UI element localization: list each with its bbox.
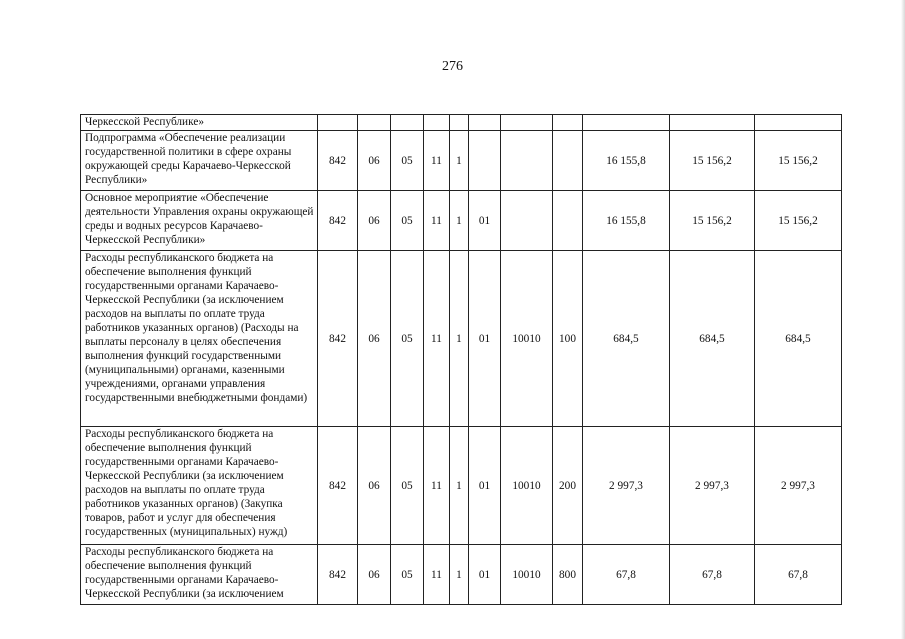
row-name-cell: Расходы республиканского бюджета на обеспечение выполнения функций государственными органами Карачаево-Черкесской Республики (за исключением расходов на выплаты по оплате труда работников указанных органов) (Закупка товаров, работ и услуг для обеспечения государственных (муниципальных) нужд) xyxy=(81,427,318,545)
row-value-cell: 67,8 xyxy=(755,545,842,605)
row-value-cell: 1 xyxy=(450,545,469,605)
row-value-cell: 1 xyxy=(450,131,469,191)
row-value-cell: 2 997,3 xyxy=(670,427,755,545)
row-value-cell: 67,8 xyxy=(670,545,755,605)
row-value-cell: 15 156,2 xyxy=(755,131,842,191)
page-number: 276 xyxy=(442,59,463,74)
row-value-cell: 2 997,3 xyxy=(755,427,842,545)
row-value-cell: 11 xyxy=(424,427,450,545)
row-value-cell: 06 xyxy=(358,427,391,545)
budget-table xyxy=(80,114,842,605)
row-value-cell xyxy=(358,115,391,131)
row-value-cell: 01 xyxy=(469,251,501,427)
page-edge-shadow xyxy=(901,0,905,639)
row-value-cell xyxy=(501,191,553,251)
row-value-cell: 67,8 xyxy=(583,545,670,605)
row-value-cell: 842 xyxy=(318,131,358,191)
table-row xyxy=(81,427,842,545)
row-value-cell: 1 xyxy=(450,251,469,427)
row-value-cell: 05 xyxy=(391,427,424,545)
table-row xyxy=(81,251,842,427)
row-value-cell: 05 xyxy=(391,131,424,191)
row-value-cell: 06 xyxy=(358,191,391,251)
row-value-cell xyxy=(501,115,553,131)
row-value-cell: 16 155,8 xyxy=(583,191,670,251)
row-value-cell: 842 xyxy=(318,545,358,605)
row-value-cell: 15 156,2 xyxy=(670,191,755,251)
row-value-cell: 06 xyxy=(358,251,391,427)
row-value-cell: 05 xyxy=(391,191,424,251)
table-row xyxy=(81,131,842,191)
row-name-cell: Основное мероприятие «Обеспечение деятельности Управления охраны окружающей среды и водных ресурсов Карачаево-Черкесской Республики» xyxy=(81,191,318,251)
row-value-cell: 11 xyxy=(424,251,450,427)
row-value-cell: 05 xyxy=(391,545,424,605)
row-value-cell xyxy=(553,115,583,131)
row-value-cell xyxy=(670,115,755,131)
row-value-cell xyxy=(583,115,670,131)
row-value-cell xyxy=(424,115,450,131)
row-value-cell xyxy=(391,115,424,131)
row-value-cell xyxy=(318,115,358,131)
row-value-cell: 200 xyxy=(553,427,583,545)
row-value-cell: 10010 xyxy=(501,545,553,605)
row-value-cell: 1 xyxy=(450,427,469,545)
row-value-cell: 842 xyxy=(318,191,358,251)
table-row xyxy=(81,115,842,131)
row-value-cell: 100 xyxy=(553,251,583,427)
row-value-cell xyxy=(469,115,501,131)
row-value-cell: 01 xyxy=(469,427,501,545)
row-value-cell xyxy=(450,115,469,131)
row-value-cell: 684,5 xyxy=(755,251,842,427)
row-value-cell: 10010 xyxy=(501,427,553,545)
row-value-cell: 800 xyxy=(553,545,583,605)
row-value-cell: 684,5 xyxy=(583,251,670,427)
row-value-cell: 06 xyxy=(358,131,391,191)
row-value-cell: 06 xyxy=(358,545,391,605)
row-value-cell xyxy=(553,191,583,251)
row-value-cell: 01 xyxy=(469,191,501,251)
row-value-cell: 11 xyxy=(424,191,450,251)
row-value-cell xyxy=(501,131,553,191)
row-value-cell: 10010 xyxy=(501,251,553,427)
row-value-cell: 684,5 xyxy=(670,251,755,427)
table-row xyxy=(81,545,842,605)
row-value-cell xyxy=(553,131,583,191)
row-name-cell: Расходы республиканского бюджета на обеспечение выполнения функций государственными органами Карачаево-Черкесской Республики (за исключением расходов на выплаты по оплате труда работников указанных органов) (Расходы на выплаты персоналу в целях обеспечения выполнения функций государственными (муниципальными) органами, казенными учреждениями, органами управления государственными внебюджетными фондами) xyxy=(81,251,318,427)
row-value-cell: 11 xyxy=(424,545,450,605)
row-name-cell: Черкесской Республике» xyxy=(81,115,318,131)
row-value-cell: 1 xyxy=(450,191,469,251)
row-value-cell: 05 xyxy=(391,251,424,427)
row-name-cell: Расходы республиканского бюджета на обеспечение выполнения функций государственными органами Карачаево-Черкесской Республики (за исключением xyxy=(81,545,318,605)
row-value-cell: 15 156,2 xyxy=(670,131,755,191)
row-value-cell: 2 997,3 xyxy=(583,427,670,545)
row-value-cell xyxy=(755,115,842,131)
row-value-cell: 16 155,8 xyxy=(583,131,670,191)
row-value-cell: 11 xyxy=(424,131,450,191)
row-name-cell: Подпрограмма «Обеспечение реализации государственной политики в сфере охраны окружающей среды Карачаево-Черкесской Республики» xyxy=(81,131,318,191)
row-value-cell xyxy=(469,131,501,191)
table-row xyxy=(81,191,842,251)
row-value-cell: 842 xyxy=(318,251,358,427)
row-value-cell: 15 156,2 xyxy=(755,191,842,251)
row-value-cell: 01 xyxy=(469,545,501,605)
row-value-cell: 842 xyxy=(318,427,358,545)
